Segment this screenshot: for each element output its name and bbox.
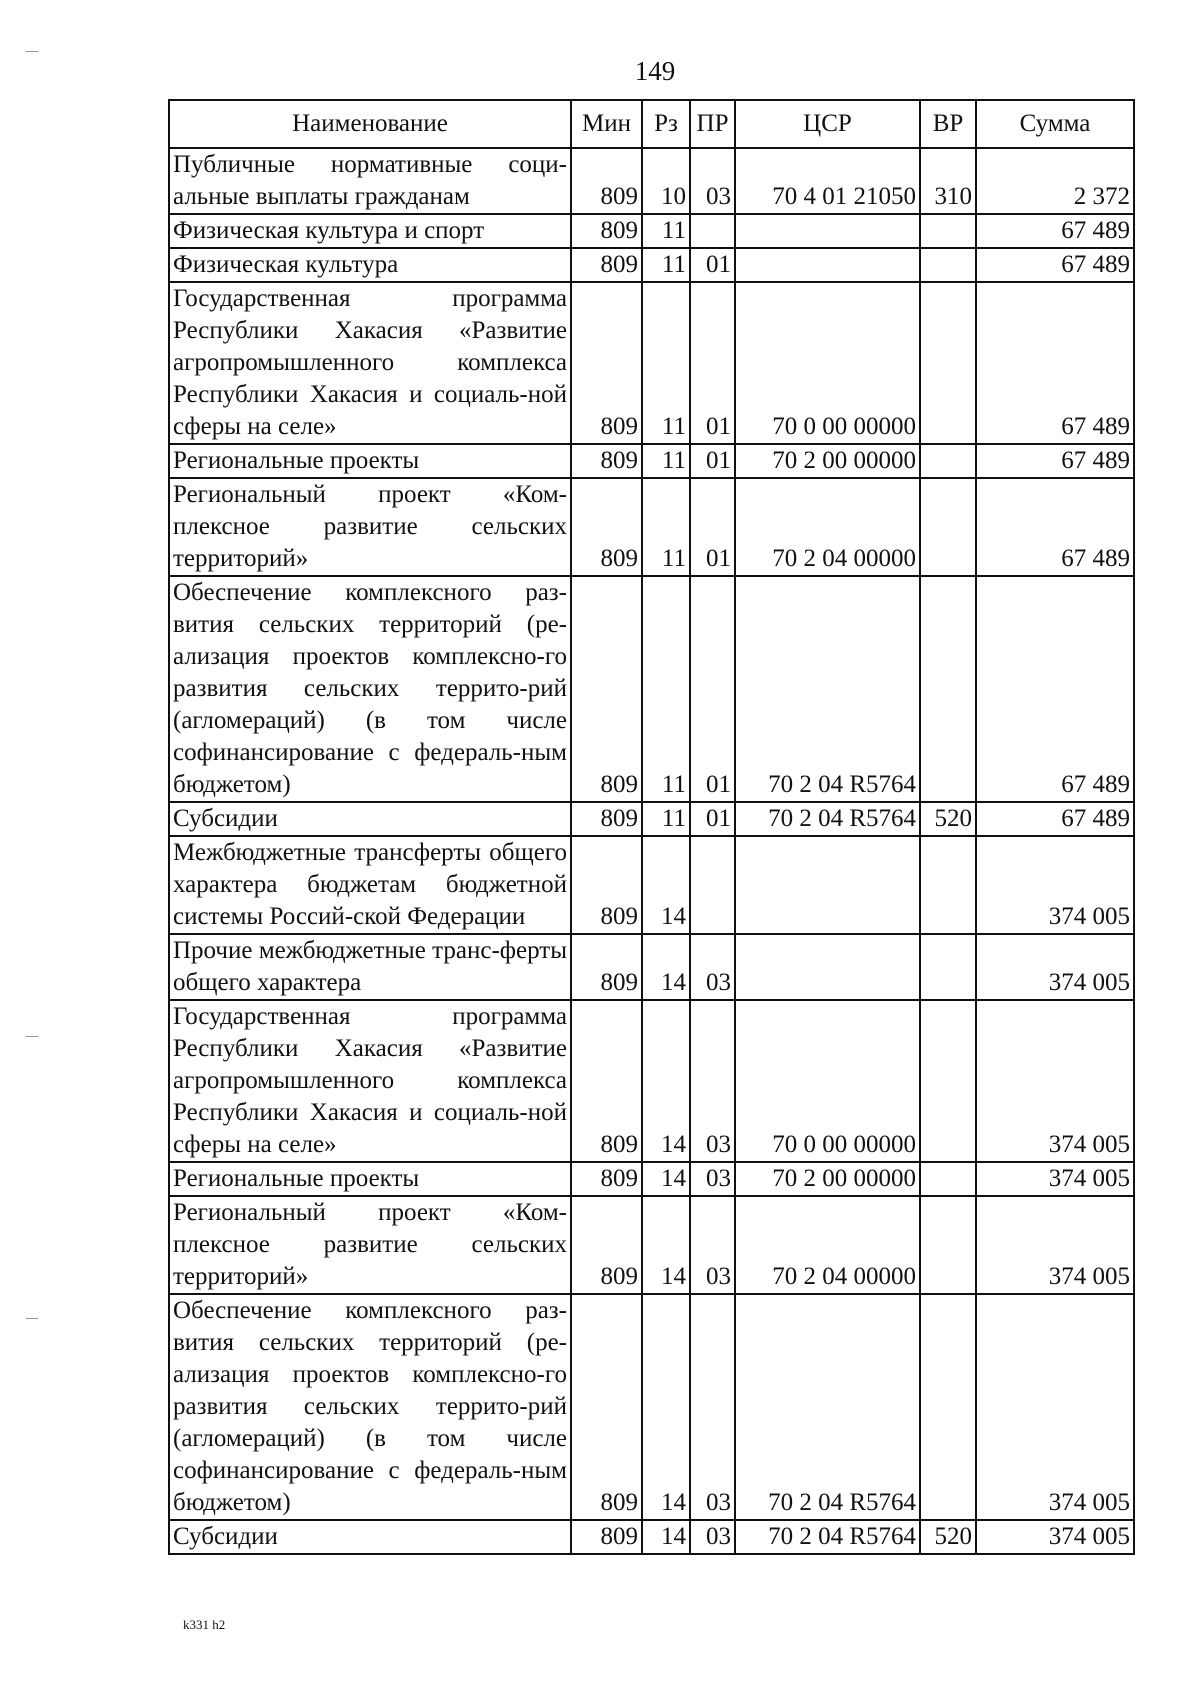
cell-min: 809 <box>571 1520 642 1554</box>
cell-sum: 374 005 <box>976 1520 1134 1554</box>
table-row <box>169 1162 1134 1196</box>
cell-vr <box>920 836 976 934</box>
cell-csr: 70 2 04 R5764 <box>735 802 920 836</box>
cell-csr: 70 2 04 R5764 <box>735 1520 920 1554</box>
cell-sum: 67 489 <box>976 248 1134 282</box>
cell-rz: 14 <box>642 1000 690 1162</box>
cell-min: 809 <box>571 1000 642 1162</box>
cell-sum: 67 489 <box>976 214 1134 248</box>
cell-min: 809 <box>571 576 642 802</box>
table-row <box>169 1000 1134 1162</box>
table-header-row <box>169 100 1134 148</box>
cell-min: 809 <box>571 1294 642 1520</box>
cell-csr: 70 0 00 00000 <box>735 282 920 444</box>
cell-rz: 11 <box>642 214 690 248</box>
cell-pr: 03 <box>690 1162 735 1196</box>
cell-sum: 67 489 <box>976 802 1134 836</box>
cell-rz: 11 <box>642 576 690 802</box>
cell-name: Субсидии <box>169 802 571 836</box>
table-row <box>169 248 1134 282</box>
cell-pr: 01 <box>690 444 735 478</box>
cell-csr: 70 4 01 21050 <box>735 148 920 214</box>
cell-min: 809 <box>571 1162 642 1196</box>
table-row <box>169 576 1134 802</box>
cell-name: Обеспечение комплексного раз-вития сельских территорий (ре-ализация проектов комплексно-го развития сельских террито-рий (агломераций) (в том числе софинансирование с федераль-ным бюджетом) <box>169 1294 571 1520</box>
table-row <box>169 214 1134 248</box>
cell-min: 809 <box>571 836 642 934</box>
cell-sum: 67 489 <box>976 444 1134 478</box>
cell-vr <box>920 1294 976 1520</box>
table-row <box>169 478 1134 576</box>
cell-pr: 03 <box>690 1520 735 1554</box>
cell-min: 809 <box>571 934 642 1000</box>
cell-sum: 374 005 <box>976 934 1134 1000</box>
cell-csr: 70 2 00 00000 <box>735 444 920 478</box>
cell-pr: 03 <box>690 934 735 1000</box>
cell-name: Региональный проект «Ком-плексное развитие сельских территорий» <box>169 478 571 576</box>
cell-vr <box>920 478 976 576</box>
cell-pr: 03 <box>690 1196 735 1294</box>
cell-vr: 520 <box>920 1520 976 1554</box>
header-sum: Сумма <box>976 100 1134 148</box>
cell-vr <box>920 934 976 1000</box>
cell-vr <box>920 214 976 248</box>
cell-csr <box>735 248 920 282</box>
header-csr: ЦСР <box>735 100 920 148</box>
cell-name: Региональные проекты <box>169 444 571 478</box>
header-name: Наименование <box>169 100 571 148</box>
cell-min: 809 <box>571 444 642 478</box>
cell-csr: 70 2 04 00000 <box>735 1196 920 1294</box>
table-row <box>169 282 1134 444</box>
cell-pr: 03 <box>690 1000 735 1162</box>
header-min: Мин <box>571 100 642 148</box>
cell-pr: 01 <box>690 282 735 444</box>
cell-csr <box>735 836 920 934</box>
cell-rz: 11 <box>642 282 690 444</box>
cell-rz: 11 <box>642 444 690 478</box>
cell-min: 809 <box>571 802 642 836</box>
cell-sum: 374 005 <box>976 836 1134 934</box>
cell-name: Государственная программа Республики Хакасия «Развитие агропромышленного комплекса Республики Хакасия и социаль-ной сферы на селе» <box>169 282 571 444</box>
header-vr: ВР <box>920 100 976 148</box>
cell-min: 809 <box>571 282 642 444</box>
table-row <box>169 934 1134 1000</box>
cell-csr <box>735 934 920 1000</box>
cell-name: Региональные проекты <box>169 1162 571 1196</box>
cell-pr: 03 <box>690 1294 735 1520</box>
cell-min: 809 <box>571 478 642 576</box>
cell-rz: 14 <box>642 836 690 934</box>
cell-sum: 2 372 <box>976 148 1134 214</box>
cell-csr: 70 2 00 00000 <box>735 1162 920 1196</box>
cell-csr: 70 0 00 00000 <box>735 1000 920 1162</box>
table-row <box>169 1294 1134 1520</box>
budget-table <box>168 99 1135 1555</box>
cell-sum: 67 489 <box>976 576 1134 802</box>
cell-name: Государственная программа Республики Хакасия «Развитие агропромышленного комплекса Республики Хакасия и социаль-ной сферы на селе» <box>169 1000 571 1162</box>
cell-vr <box>920 576 976 802</box>
cell-rz: 14 <box>642 934 690 1000</box>
cell-pr: 01 <box>690 248 735 282</box>
cell-min: 809 <box>571 248 642 282</box>
cell-csr <box>735 214 920 248</box>
footer-code: k331 h2 <box>183 1617 226 1632</box>
cell-vr <box>920 1196 976 1294</box>
cell-pr: 01 <box>690 802 735 836</box>
cell-rz: 10 <box>642 148 690 214</box>
cell-sum: 67 489 <box>976 282 1134 444</box>
cell-pr: 01 <box>690 478 735 576</box>
cell-name: Физическая культура <box>169 248 571 282</box>
cell-vr <box>920 444 976 478</box>
cell-pr <box>690 214 735 248</box>
table-row <box>169 1196 1134 1294</box>
cell-vr <box>920 248 976 282</box>
cell-name: Субсидии <box>169 1520 571 1554</box>
table-row <box>169 1520 1134 1554</box>
table-row <box>169 148 1134 214</box>
cell-rz: 11 <box>642 478 690 576</box>
cell-rz: 14 <box>642 1294 690 1520</box>
cell-csr: 70 2 04 R5764 <box>735 576 920 802</box>
cell-rz: 14 <box>642 1162 690 1196</box>
cell-name: Публичные нормативные соци-альные выплаты гражданам <box>169 148 571 214</box>
scan-margin-mark <box>26 1036 38 1037</box>
scan-margin-mark <box>26 1318 38 1319</box>
cell-csr: 70 2 04 00000 <box>735 478 920 576</box>
cell-sum: 374 005 <box>976 1000 1134 1162</box>
cell-vr <box>920 1000 976 1162</box>
cell-csr: 70 2 04 R5764 <box>735 1294 920 1520</box>
table-body <box>169 148 1134 1554</box>
scan-margin-mark <box>26 51 38 52</box>
cell-sum: 374 005 <box>976 1196 1134 1294</box>
cell-rz: 11 <box>642 248 690 282</box>
cell-sum: 374 005 <box>976 1294 1134 1520</box>
cell-min: 809 <box>571 1196 642 1294</box>
cell-vr: 310 <box>920 148 976 214</box>
cell-rz: 14 <box>642 1520 690 1554</box>
table-row <box>169 444 1134 478</box>
cell-vr: 520 <box>920 802 976 836</box>
header-rz: Рз <box>642 100 690 148</box>
cell-vr <box>920 1162 976 1196</box>
cell-min: 809 <box>571 214 642 248</box>
cell-pr: 01 <box>690 576 735 802</box>
cell-min: 809 <box>571 148 642 214</box>
cell-pr: 03 <box>690 148 735 214</box>
cell-rz: 11 <box>642 802 690 836</box>
cell-rz: 14 <box>642 1196 690 1294</box>
cell-name: Межбюджетные трансферты общего характера бюджетам бюджетной системы Россий-ской Федерации <box>169 836 571 934</box>
table-row <box>169 836 1134 934</box>
cell-name: Региональный проект «Ком-плексное развитие сельских территорий» <box>169 1196 571 1294</box>
header-pr: ПР <box>690 100 735 148</box>
cell-name: Прочие межбюджетные транс-ферты общего характера <box>169 934 571 1000</box>
cell-name: Обеспечение комплексного раз-вития сельских территорий (ре-ализация проектов комплексно-го развития сельских террито-рий (агломераций) (в том числе софинансирование с федераль-ным бюджетом) <box>169 576 571 802</box>
cell-name: Физическая культура и спорт <box>169 214 571 248</box>
cell-sum: 67 489 <box>976 478 1134 576</box>
cell-pr <box>690 836 735 934</box>
page-number: 149 <box>634 56 676 86</box>
cell-sum: 374 005 <box>976 1162 1134 1196</box>
cell-vr <box>920 282 976 444</box>
table-row <box>169 802 1134 836</box>
